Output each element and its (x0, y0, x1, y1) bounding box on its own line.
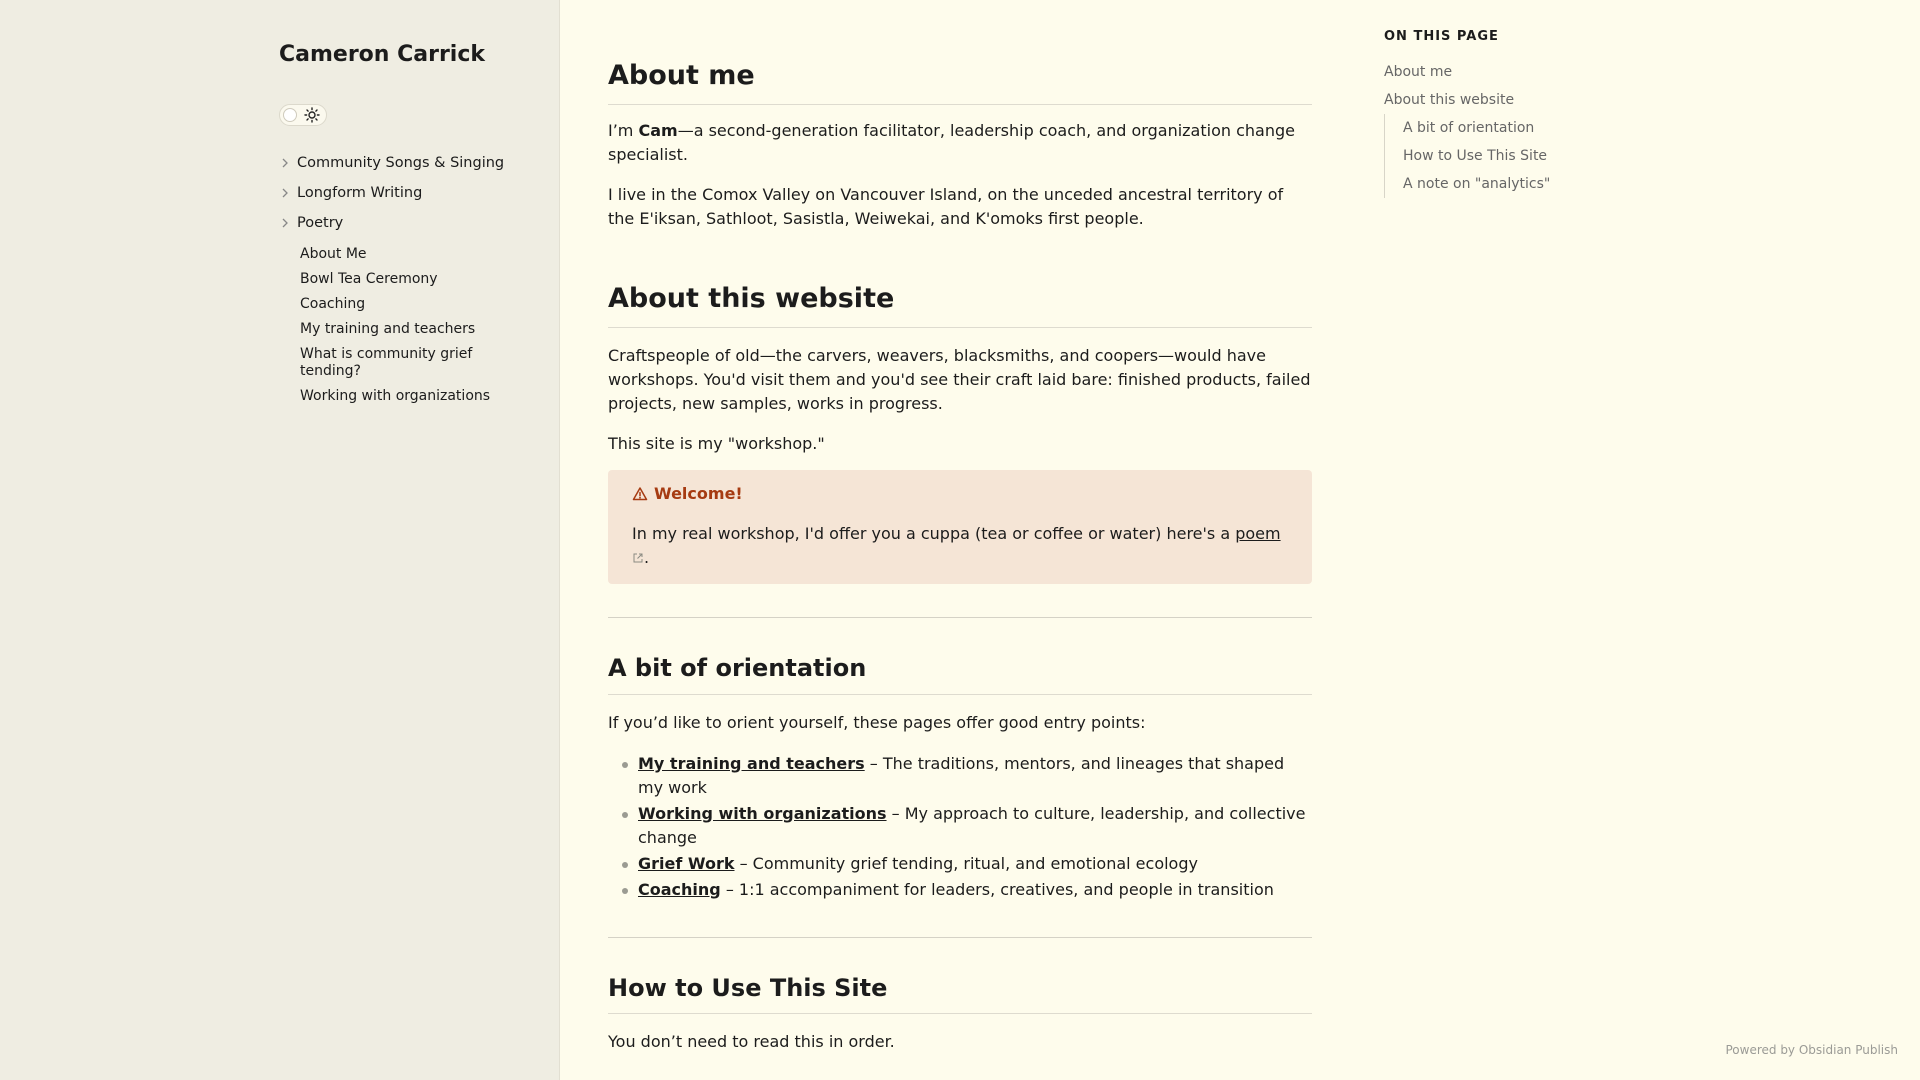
sidebar-item-coaching[interactable]: Coaching (300, 296, 366, 312)
paragraph: Craftspeople of old—the carvers, weavers, blacksmiths, and coopers—would have workshops. You'd visit them and you'd see their craft laid bare: finished products, failed projects, new samples, works in progress. (608, 345, 1311, 413)
paragraph (608, 119, 1312, 167)
bold-name: Cam (638, 121, 678, 141)
external-link-icon (632, 552, 644, 564)
sidebar-item-about-me[interactable]: About Me (300, 246, 367, 262)
link-my-training[interactable]: My training and teachers (638, 753, 865, 773)
sidebar-folder-label: Poetry (297, 215, 344, 231)
callout-body (632, 522, 1288, 570)
toc-heading: ON THIS PAGE (1384, 29, 1499, 44)
text: . (644, 547, 650, 567)
text: – My approach to culture, leadership, and collective change (638, 803, 1306, 847)
text: – Community grief tending, ritual, and emotional ecology (734, 853, 1198, 873)
powered-by-footer[interactable]: Powered by Obsidian Publish (1725, 1043, 1898, 1057)
sidebar-folder-longform-writing[interactable] (279, 180, 539, 210)
site-name[interactable]: Cameron Carrick (279, 42, 486, 67)
theme-toggle[interactable] (279, 104, 327, 126)
callout-title-text: Welcome! (654, 483, 743, 503)
sidebar-item-working-with-orgs[interactable]: Working with organizations (300, 388, 491, 404)
entry-points-list (608, 752, 1312, 902)
list-item (638, 752, 1312, 800)
sidebar-folder-community-songs[interactable] (279, 150, 539, 180)
list-item (638, 878, 1312, 902)
sidebar-folder-poetry[interactable] (279, 210, 539, 240)
toggle-knob (283, 108, 297, 122)
heading-how-to-use-this-site: How to Use This Site (608, 974, 1312, 1015)
sidebar-item-grief-tending[interactable]: What is community grief tending? (300, 346, 473, 379)
left-sidebar (0, 0, 560, 1080)
heading-a-bit-of-orientation: A bit of orientation (608, 654, 1312, 695)
paragraph: I live in the Comox Valley on Vancouver Island, on the unceded ancestral territory of the E'iksan, Sathloot, Sasistla, Weiwekai, and K'omoks first people. (608, 185, 1284, 229)
text: – 1:1 accompaniment for leaders, creatives, and people in transition (720, 879, 1274, 899)
sidebar-folder-label: Longform Writing (297, 185, 423, 201)
link-working-with-orgs[interactable]: Working with organizations (638, 803, 887, 823)
heading-about-me: About me (608, 60, 1312, 105)
on-this-page-toc (1384, 29, 1684, 198)
toc-link-about-this-website[interactable]: About this website (1384, 92, 1515, 108)
paragraph: If you’d like to orient yourself, these pages offer good entry points: (608, 712, 1146, 732)
chevron-right-icon (280, 158, 290, 168)
toc-link-about-me[interactable]: About me (1384, 64, 1453, 80)
list-item (638, 802, 1312, 850)
paragraph: You don’t need to read this in order. (608, 1032, 895, 1052)
sidebar-nav (279, 150, 539, 409)
toc-sublist (1384, 114, 1684, 198)
warning-icon (632, 486, 648, 502)
text: In my real workshop, I'd offer you a cuppa (tea or coffee or water) here's a (632, 523, 1236, 543)
toc-link-how-to-use[interactable]: How to Use This Site (1403, 148, 1548, 164)
list-item (638, 852, 1312, 876)
sun-icon (304, 107, 320, 123)
link-grief-work[interactable]: Grief Work (638, 853, 735, 873)
chevron-right-icon (280, 188, 290, 198)
welcome-callout (608, 470, 1312, 584)
callout-title (632, 482, 1288, 506)
sidebar-item-my-training[interactable]: My training and teachers (300, 321, 476, 337)
sidebar-item-bowl-tea-ceremony[interactable]: Bowl Tea Ceremony (300, 271, 438, 287)
text: – The traditions, mentors, and lineages that shaped my work (638, 753, 1285, 797)
toc-link-orientation[interactable]: A bit of orientation (1403, 120, 1535, 136)
heading-about-this-website: About this website (608, 283, 1312, 327)
chevron-right-icon (280, 218, 290, 228)
link-coaching[interactable]: Coaching (638, 879, 721, 899)
paragraph: This site is my "workshop." (608, 433, 825, 453)
sidebar-folder-label: Community Songs & Singing (297, 155, 505, 171)
poem-link[interactable]: poem (1235, 523, 1281, 543)
text: —a second-generation facilitator, leadership coach, and organization change specialist. (608, 121, 1295, 165)
main-content (608, 0, 1312, 1070)
text: I’m (608, 121, 639, 141)
toc-link-analytics[interactable]: A note on "analytics" (1403, 176, 1551, 192)
